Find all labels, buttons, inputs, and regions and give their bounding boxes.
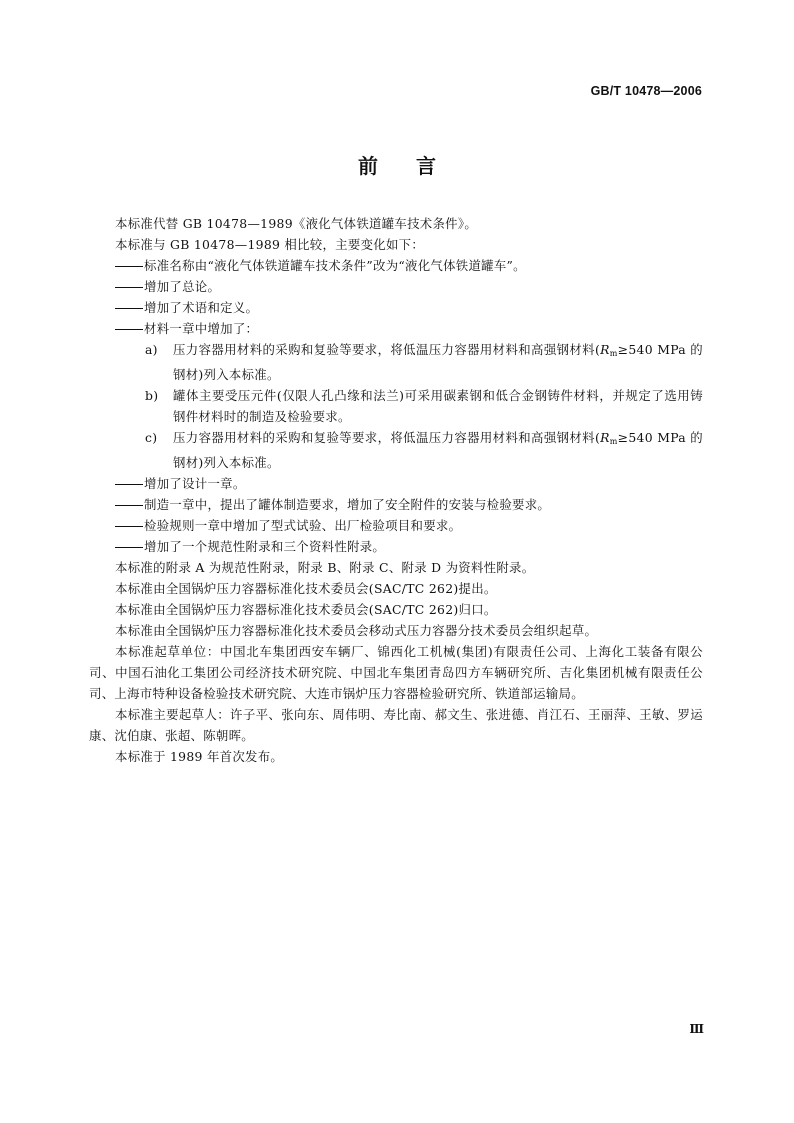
paragraph: 本标准主要起草人：许子平、张向东、周伟明、寿比南、郝文生、张进德、肖江石、王丽萍、王敏、罗运康、沈伯康、张超、陈朝晖。 (89, 707, 703, 743)
paragraph: 本标准由全国锅炉压力容器标准化技术委员会(SAC/TC 262)归口。 (115, 602, 497, 617)
dash-mark (115, 484, 143, 485)
change-text: 增加了一个规范性附录和三个资料性附录。 (144, 539, 386, 554)
item-text-after: ≥540 MPa 的钢材)列入本标准。 (173, 430, 703, 470)
paragraph: 本标准代替 GB 10478—1989《液化气体铁道罐车技术条件》。 (115, 216, 478, 231)
change-text: 增加了设计一章。 (144, 476, 246, 491)
dash-mark (115, 266, 143, 267)
change-text: 标准名称由“液化气体铁道罐车技术条件”改为“液化气体铁道罐车”。 (144, 258, 526, 273)
document-body (89, 213, 703, 767)
paragraph: 本标准由全国锅炉压力容器标准化技术委员会移动式压力容器分技术委员会组织起草。 (115, 623, 598, 638)
item-text: 压力容器用材料的采购和复验等要求，将低温压力容器用材料和高强钢材料( (173, 342, 601, 357)
change-item (89, 515, 703, 536)
change-text: 材料一章中增加了： (144, 321, 259, 336)
page-title: 前言 (358, 154, 474, 178)
material-item (89, 339, 703, 385)
item-label: c) (145, 430, 158, 445)
item-label: a) (145, 342, 158, 357)
item-label: b) (145, 388, 159, 403)
paragraph: 本标准的附录 A 为规范性附录，附录 B、附录 C、附录 D 为资料性附录。 (115, 560, 535, 575)
change-text: 增加了术语和定义。 (144, 300, 259, 315)
material-item (89, 385, 703, 427)
page-number: Ⅲ (689, 1022, 704, 1036)
change-text: 增加了总论。 (144, 279, 221, 294)
standard-number: GB/T 10478—2006 (590, 84, 702, 98)
paragraph: 本标准于 1989 年首次发布。 (115, 749, 284, 764)
change-item (89, 494, 703, 515)
symbol-rm: $R_m$ (600, 430, 618, 446)
change-item (89, 318, 703, 339)
change-item (89, 473, 703, 494)
symbol-rm: $R_m$ (600, 342, 618, 358)
item-text-after: ≥540 MPa 的钢材)列入本标准。 (173, 342, 703, 382)
material-item (89, 427, 703, 473)
dash-mark (115, 329, 143, 330)
change-item (89, 297, 703, 318)
dash-mark (115, 287, 143, 288)
change-text: 制造一章中，提出了罐体制造要求，增加了安全附件的安装与检验要求。 (144, 497, 551, 512)
dash-mark (115, 526, 143, 527)
dash-mark (115, 547, 143, 548)
change-text: 检验规则一章中增加了型式试验、出厂检验项目和要求。 (144, 518, 462, 533)
change-item (89, 255, 703, 276)
paragraph: 本标准与 GB 10478—1989 相比较，主要变化如下： (115, 237, 425, 252)
dash-mark (115, 308, 143, 309)
change-item (89, 536, 703, 557)
dash-mark (115, 505, 143, 506)
paragraph: 本标准起草单位：中国北车集团西安车辆厂、锦西化工机械(集团)有限责任公司、上海化工装备有限公司、中国石油化工集团公司经济技术研究院、中国北车集团青岛四方车辆研究所、吉化集团机械有限责任公司、上海市特种设备检验技术研究院、大连市锅炉压力容器检验研究所、铁道部运输局。 (89, 644, 703, 701)
paragraph: 本标准由全国锅炉压力容器标准化技术委员会(SAC/TC 262)提出。 (115, 581, 497, 596)
item-text: 压力容器用材料的采购和复验等要求，将低温压力容器用材料和高强钢材料( (173, 430, 601, 445)
item-text: 罐体主要受压元件(仅限人孔凸缘和法兰)可采用碳素钢和低合金钢铸件材料，并规定了选用铸钢件材料时的制造及检验要求。 (173, 388, 703, 424)
change-item (89, 276, 703, 297)
